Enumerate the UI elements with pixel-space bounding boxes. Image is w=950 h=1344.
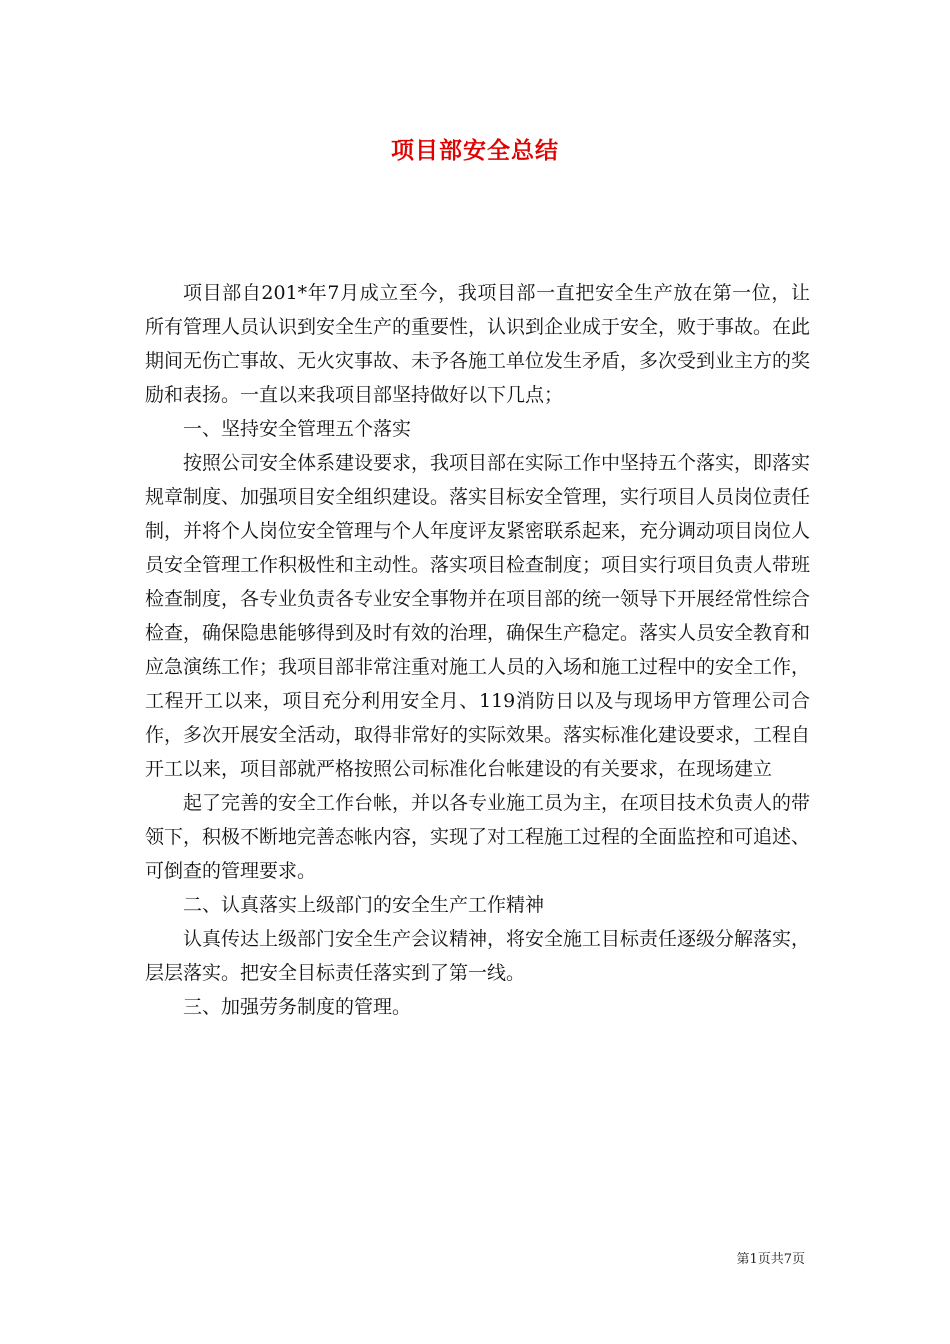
paragraph-section-1-continued: 起了完善的安全工作台帐，并以各专业施工员为主，在项目技术负责人的带领下，积极不断地完善态帐内容，实现了对工程施工过程的全面监控和可追述、可倒查的管理要求。 bbox=[145, 792, 811, 882]
document-title: 项目部安全总结 bbox=[391, 137, 559, 164]
paragraph-section-2: 认真传达上级部门安全生产会议精神，将安全施工目标责任逐级分解落实，层层落实。把安全目标责任落实到了第一线。 bbox=[145, 928, 811, 984]
section-heading-3: 三、加强劳务制度的管理。 bbox=[183, 996, 412, 1018]
paragraph-section-1: 按照公司安全体系建设要求，我项目部在实际工作中坚持五个落实，即落实规章制度、加强项目安全组织建设。落实目标安全管理，实行项目人员岗位责任制，并将个人岗位安全管理与个人年度评友紧密联系起来，充分调动项目岗位人员安全管理工作积极性和主动性。落实项目检查制度；项目实行项目负责人带班检查制度，各专业负责各专业安全事物并在项目部的统一领导下开展经常性综合检查，确保隐患能够得到及时有效的治理，确保生产稳定。落实人员安全教育和应急演练工作；我项目部非常注重对施工人员的入场和施工过程中的安全工作，工程开工以来，项目充分利用安全月、119消防日以及与现场甲方管理公司合作，多次开展安全活动，取得非常好的实际效果。落实标准化建设要求，工程自开工以来，项目部就严格按照公司标准化台帐建设的有关要求，在现场建立 bbox=[145, 452, 811, 780]
section-heading-2: 二、认真落实上级部门的安全生产工作精神 bbox=[183, 894, 545, 916]
paragraph-intro: 项目部自201*年7月成立至今，我项目部一直把安全生产放在第一位，让所有管理人员认识到安全生产的重要性，认识到企业成于安全，败于事故。在此期间无伤亡事故、无火灾事故、未予各施工单位发生矛盾，多次受到业主方的奖励和表扬。一直以来我项目部坚持做好以下几点； bbox=[145, 282, 811, 406]
page-number-footer: 第1页共7页 bbox=[736, 1252, 805, 1267]
document-body bbox=[145, 276, 810, 1024]
section-heading-1: 一、坚持安全管理五个落实 bbox=[183, 418, 412, 440]
